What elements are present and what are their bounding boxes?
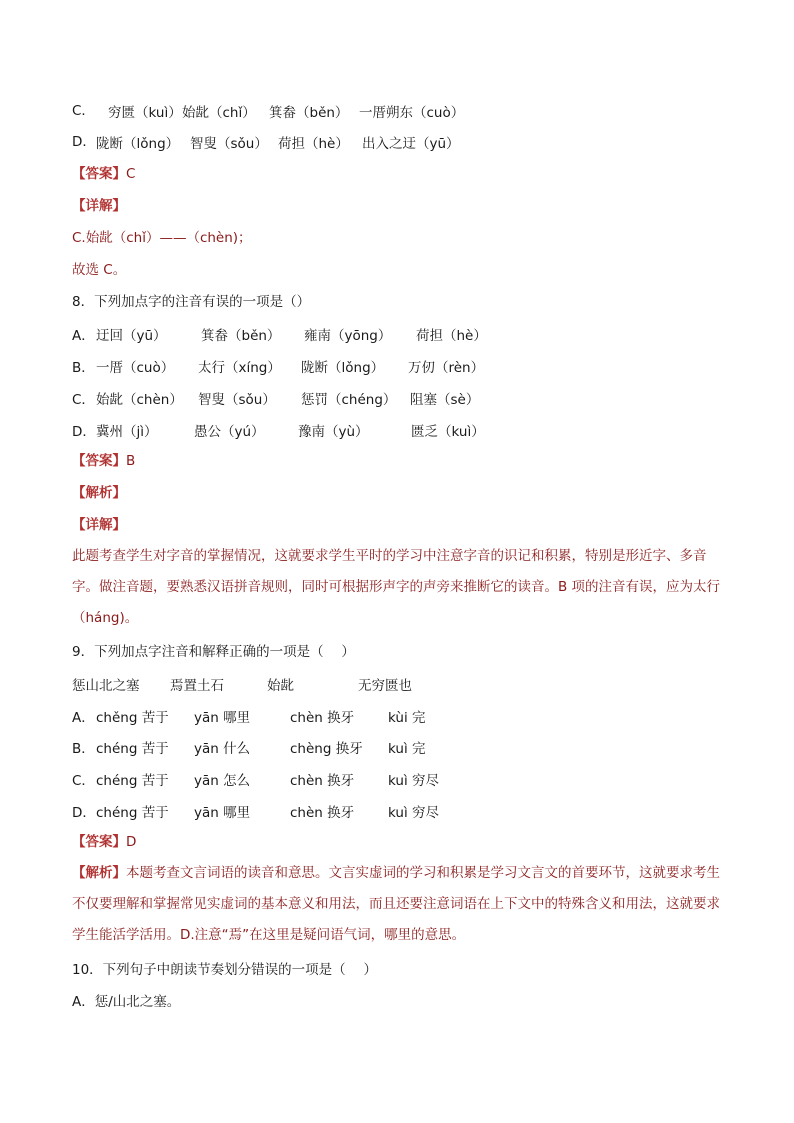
q9-a-item-2: yān 哪里 <box>194 710 251 726</box>
q8-a-item-2: 箕畚（běn） <box>201 328 281 344</box>
q9-analysis <box>72 858 724 951</box>
q7-d-item-4: 出入之迂（yū） <box>362 136 460 152</box>
q8-detail-text: 此题考查学生对字音的掌握情况，这就要求学生平时的学习中注意字音的识记和积累，特别是形近字、多音字。做注音题，要熟悉汉语拼音规则，同时可根据形声字的声旁来推断它的读音。B 项的注音有误，应为太行（háng)。 <box>72 548 721 626</box>
q9-b-item-4: kuì 完 <box>388 741 426 757</box>
q7-detail-text: C.始龀（chǐ）——（chèn)； <box>72 230 252 246</box>
q9-d-item-3: chèn 换牙 <box>290 805 355 821</box>
q10-option-a: A．惩/山北之塞。 <box>72 994 181 1010</box>
q7-c-item-3: 箕畚（běn） <box>269 105 349 121</box>
q9-c-label: C． <box>72 773 95 789</box>
q8-a-item-1: 迂回（yū） <box>96 328 167 344</box>
q8-a-item-3: 雍南（yōng） <box>304 328 392 344</box>
q7-d-item-1: 陇断（lǒng） <box>96 136 180 152</box>
q8-c-item-1: 始龀（chèn） <box>96 392 183 408</box>
q9-stem: 9．下列加点字注音和解释正确的一项是（ ） <box>72 644 355 660</box>
q9-word-3: 始龀 <box>267 678 294 694</box>
q8-b-label: B． <box>72 360 95 376</box>
q9-d-item-2: yān 哪里 <box>194 805 251 821</box>
q8-b-item-4: 万仞（rèn） <box>408 360 485 376</box>
q9-b-label: B． <box>72 741 95 757</box>
q9-word-2: 焉置土石 <box>170 678 224 694</box>
q7-option-c: C． <box>72 103 95 119</box>
q7-d-item-2: 智叟（sǒu） <box>190 136 268 152</box>
q7-c-item-1: 穷匮（kuì） <box>108 105 182 121</box>
q8-d-label: D． <box>72 424 96 440</box>
q9-d-item-1: chéng 苦于 <box>96 805 169 821</box>
q8-d-item-3: 豫南（yù） <box>298 424 369 440</box>
q9-c-item-2: yān 怎么 <box>194 773 251 789</box>
q9-a-label: A． <box>72 710 95 726</box>
q8-d-item-2: 愚公（yú） <box>194 424 265 440</box>
q8-d-item-4: 匮乏（kuì） <box>411 424 485 440</box>
q8-analysis-tag: 【解析】 <box>72 485 126 501</box>
q8-c-item-4: 阻塞（sè） <box>410 392 480 408</box>
q8-a-item-4: 荷担（hè） <box>416 328 487 344</box>
q10-stem: 10．下列句子中朗读节奏划分错误的一项是（ ） <box>72 962 377 978</box>
answer-value: B <box>126 453 136 469</box>
q7-answer <box>72 164 135 184</box>
q8-c-label: C． <box>72 392 95 408</box>
q9-a-item-3: chèn 换牙 <box>290 710 355 726</box>
q8-c-item-3: 惩罚（chéng） <box>301 392 397 408</box>
q9-word-1: 惩山北之塞 <box>72 678 140 694</box>
q8-d-item-1: 冀州（jì） <box>96 424 158 440</box>
q9-b-item-2: yān 什么 <box>194 741 251 757</box>
q8-a-label: A． <box>72 328 95 344</box>
q9-b-item-1: chéng 苦于 <box>96 741 169 757</box>
answer-value: D <box>126 834 137 850</box>
q8-detail-tag: 【详解】 <box>72 517 126 533</box>
q7-option-d: D． <box>72 134 96 150</box>
q9-c-item-4: kuì 穷尽 <box>388 773 440 789</box>
q9-word-4: 无穷匮也 <box>358 678 412 694</box>
q9-d-item-4: kuì 穷尽 <box>388 805 440 821</box>
answer-value: C <box>126 166 136 182</box>
q7-d-item-3: 荷担（hè） <box>278 136 349 152</box>
answer-tag: 【答案】 <box>72 453 126 469</box>
q9-b-item-3: chèng 换牙 <box>290 741 363 757</box>
q8-answer <box>72 451 135 471</box>
answer-tag: 【答案】 <box>72 166 126 182</box>
analysis-text: 本题考查文言词语的读音和意思。文言实虚词的学习和积累是学习文言文的首要环节，这就要求考生不仅要理解和掌握常见实虚词的基本意义和用法，而且还要注意词语在上下文中的特殊含义和用法，这就要求学生能活学活用。D.注意“焉”在这里是疑问语气词，哪里的意思。 <box>72 865 720 943</box>
q7-conclusion: 故选 C。 <box>72 262 127 278</box>
q9-c-item-3: chèn 换牙 <box>290 773 355 789</box>
q7-detail-tag: 【详解】 <box>72 198 126 214</box>
analysis-tag: 【解析】 <box>72 865 126 881</box>
q8-b-item-3: 陇断（lǒng） <box>301 360 385 376</box>
q9-a-item-1: chěng 苦于 <box>96 710 169 726</box>
q8-stem: 8．下列加点字的注音有误的一项是（） <box>72 294 311 310</box>
q8-b-item-2: 太行（xíng） <box>198 360 281 376</box>
q8-c-item-2: 智叟（sǒu） <box>198 392 276 408</box>
q9-answer <box>72 832 136 852</box>
q7-c-item-2: 始龀（chǐ） <box>182 105 256 121</box>
q9-a-item-4: kùi 完 <box>388 710 426 726</box>
answer-tag: 【答案】 <box>72 834 126 850</box>
q9-c-item-1: chéng 苦于 <box>96 773 169 789</box>
q9-d-label: D． <box>72 805 96 821</box>
q8-b-item-1: 一厝（cuò） <box>96 360 175 376</box>
q7-c-item-4: 一厝朔东（cuò） <box>359 105 465 121</box>
